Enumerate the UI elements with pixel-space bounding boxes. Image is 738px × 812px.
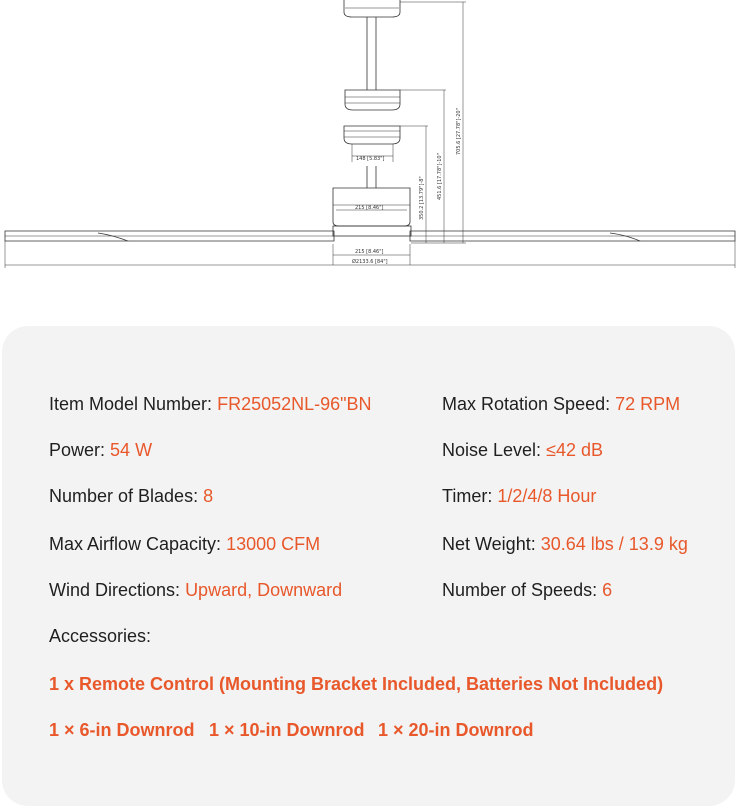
spec-blades-label: Number of Blades: (49, 486, 199, 506)
lower-canopy (344, 126, 400, 162)
spec-speeds (442, 579, 612, 601)
dim-motor-bottom-label: 215 [8.46"] (355, 249, 384, 255)
dim-h3-label: 705.6 [27.78"]-20" (456, 108, 462, 155)
spec-weight-value: 30.64 lbs / 13.9 kg (540, 534, 688, 554)
spec-power-label: Power: (49, 440, 106, 460)
spec-noise-value: ≤42 dB (546, 440, 603, 460)
coupling-housing (345, 90, 400, 110)
spec-speeds-value: 6 (602, 580, 613, 600)
accessory-downrod-20: 1 × 20-in Downrod (378, 720, 534, 740)
spec-timer (442, 485, 596, 507)
downrod (367, 17, 376, 90)
spec-model (49, 393, 372, 415)
spec-airflow-value: 13000 CFM (226, 534, 321, 554)
spec-wind (49, 579, 342, 601)
spec-weight-label: Net Weight: (442, 534, 536, 554)
dim-h1-label: 350.2 [13.79"]-8" (419, 176, 425, 220)
spec-weight (442, 533, 688, 555)
fan-blades (5, 226, 735, 241)
spec-wind-value: Upward, Downward (185, 580, 343, 600)
fan-dimension-drawing (0, 0, 738, 300)
dim-h2-label: 451.6 [17.78"]-10" (437, 153, 443, 200)
specifications-card (2, 326, 735, 806)
spec-speeds-label: Number of Speeds: (442, 580, 598, 600)
spec-airflow (49, 533, 320, 555)
spec-power (49, 439, 152, 461)
spec-timer-value: 1/2/4/8 Hour (497, 486, 597, 506)
dim-canopy-label: 148 [5.83"] (356, 156, 385, 162)
spec-blades-value: 8 (203, 486, 214, 506)
accessory-remote: 1 x Remote Control (Mounting Bracket Included, Batteries Not Included) (49, 674, 664, 694)
spec-model-value: FR25052NL-96"BN (217, 394, 372, 414)
spec-rotation-label: Max Rotation Speed: (442, 394, 611, 414)
dim-diameter-label: Ø2133.6 [84"] (352, 259, 388, 265)
spec-noise (442, 439, 603, 461)
spec-model-label: Item Model Number: (49, 394, 213, 414)
spec-blades (49, 485, 213, 507)
accessory-downrod-6: 1 × 6-in Downrod (49, 720, 195, 740)
accessories-label: Accessories: (49, 626, 152, 646)
dimension-bottom (5, 241, 735, 268)
spec-timer-label: Timer: (442, 486, 493, 506)
spec-rotation-value: 72 RPM (615, 394, 681, 414)
dim-motor-top-label: 215 [8.46"] (355, 205, 384, 211)
motor-housing (333, 188, 410, 226)
spec-wind-label: Wind Directions: (49, 580, 181, 600)
spec-airflow-label: Max Airflow Capacity: (49, 534, 222, 554)
accessory-downrod-10: 1 × 10-in Downrod (209, 720, 365, 740)
spec-power-value: 54 W (110, 440, 153, 460)
canopy-top (344, 0, 400, 17)
spec-rotation (442, 393, 680, 415)
spec-noise-label: Noise Level: (442, 440, 542, 460)
